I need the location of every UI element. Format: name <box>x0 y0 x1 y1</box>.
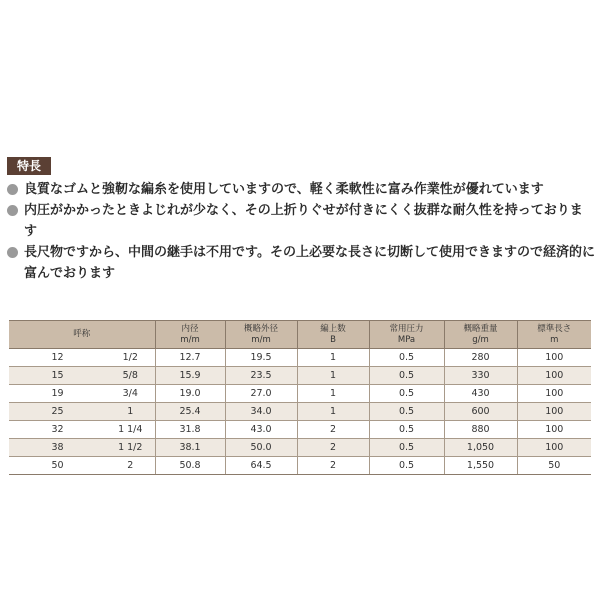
bullet-icon <box>7 247 18 258</box>
cell-outer-diameter: 23.5 <box>225 367 297 385</box>
cell-working-pressure: 0.5 <box>369 349 444 367</box>
cell-outer-diameter: 50.0 <box>225 439 297 457</box>
header-braid-count: 編上数 B <box>297 321 369 349</box>
cell-nominal-inch: 1/2 <box>106 349 155 367</box>
cell-weight: 430 <box>444 385 517 403</box>
bullet-icon <box>7 205 18 216</box>
cell-nominal-mm: 32 <box>9 421 106 439</box>
cell-standard-length: 100 <box>517 385 591 403</box>
cell-working-pressure: 0.5 <box>369 421 444 439</box>
feature-item <box>7 242 595 284</box>
cell-braid-count: 1 <box>297 367 369 385</box>
cell-standard-length: 50 <box>517 457 591 475</box>
cell-nominal-inch: 1 <box>106 403 155 421</box>
cell-outer-diameter: 43.0 <box>225 421 297 439</box>
header-outer-diameter: 概略外径 m/m <box>225 321 297 349</box>
cell-nominal-inch: 1 1/2 <box>106 439 155 457</box>
header-inner-diameter: 内径 m/m <box>155 321 225 349</box>
cell-working-pressure: 0.5 <box>369 385 444 403</box>
bullet-icon <box>7 184 18 195</box>
cell-inner-diameter: 19.0 <box>155 385 225 403</box>
cell-nominal-inch: 2 <box>106 457 155 475</box>
cell-nominal-mm: 25 <box>9 403 106 421</box>
cell-working-pressure: 0.5 <box>369 403 444 421</box>
header-standard-length: 標準長さ m <box>517 321 591 349</box>
cell-inner-diameter: 25.4 <box>155 403 225 421</box>
feature-item <box>7 179 595 200</box>
table-row <box>9 421 591 439</box>
cell-braid-count: 1 <box>297 403 369 421</box>
cell-outer-diameter: 34.0 <box>225 403 297 421</box>
cell-braid-count: 2 <box>297 421 369 439</box>
cell-inner-diameter: 12.7 <box>155 349 225 367</box>
cell-nominal-mm: 38 <box>9 439 106 457</box>
table-header-row <box>9 321 591 349</box>
table-row <box>9 403 591 421</box>
cell-nominal-inch: 1 1/4 <box>106 421 155 439</box>
cell-nominal-mm: 12 <box>9 349 106 367</box>
cell-weight: 280 <box>444 349 517 367</box>
cell-braid-count: 2 <box>297 457 369 475</box>
cell-outer-diameter: 27.0 <box>225 385 297 403</box>
table-row <box>9 367 591 385</box>
feature-text: 良質なゴムと強靭な編糸を使用していますので、軽く柔軟性に富み作業性が優れています <box>24 182 544 197</box>
cell-nominal-inch: 5/8 <box>106 367 155 385</box>
header-weight: 概略重量 g/m <box>444 321 517 349</box>
section-label-badge: 特長 <box>7 157 51 175</box>
cell-standard-length: 100 <box>517 421 591 439</box>
cell-standard-length: 100 <box>517 367 591 385</box>
cell-nominal-mm: 19 <box>9 385 106 403</box>
cell-working-pressure: 0.5 <box>369 439 444 457</box>
cell-weight: 330 <box>444 367 517 385</box>
cell-inner-diameter: 38.1 <box>155 439 225 457</box>
cell-working-pressure: 0.5 <box>369 367 444 385</box>
cell-braid-count: 1 <box>297 349 369 367</box>
cell-weight: 1,050 <box>444 439 517 457</box>
cell-inner-diameter: 50.8 <box>155 457 225 475</box>
table-row <box>9 385 591 403</box>
cell-outer-diameter: 19.5 <box>225 349 297 367</box>
cell-inner-diameter: 31.8 <box>155 421 225 439</box>
cell-nominal-mm: 15 <box>9 367 106 385</box>
feature-item <box>7 200 595 242</box>
header-working-pressure: 常用圧力 MPa <box>369 321 444 349</box>
cell-nominal-inch: 3/4 <box>106 385 155 403</box>
cell-nominal-mm: 50 <box>9 457 106 475</box>
cell-standard-length: 100 <box>517 403 591 421</box>
table-row <box>9 439 591 457</box>
feature-text: 長尺物ですから、中間の継手は不用です。その上必要な長さに切断して使用できますので経済的に富んでおります <box>24 245 595 281</box>
cell-outer-diameter: 64.5 <box>225 457 297 475</box>
cell-weight: 1,550 <box>444 457 517 475</box>
feature-list <box>7 179 595 284</box>
cell-braid-count: 1 <box>297 385 369 403</box>
cell-weight: 880 <box>444 421 517 439</box>
table-row <box>9 457 591 475</box>
header-nominal: 呼称 <box>9 321 155 349</box>
cell-standard-length: 100 <box>517 439 591 457</box>
spec-table <box>9 320 591 475</box>
cell-braid-count: 2 <box>297 439 369 457</box>
feature-text: 内圧がかかったときよじれが少なく、その上折りぐせが付きにくく抜群な耐久性を持っております <box>24 203 583 239</box>
cell-standard-length: 100 <box>517 349 591 367</box>
cell-inner-diameter: 15.9 <box>155 367 225 385</box>
cell-weight: 600 <box>444 403 517 421</box>
cell-working-pressure: 0.5 <box>369 457 444 475</box>
table-row <box>9 349 591 367</box>
